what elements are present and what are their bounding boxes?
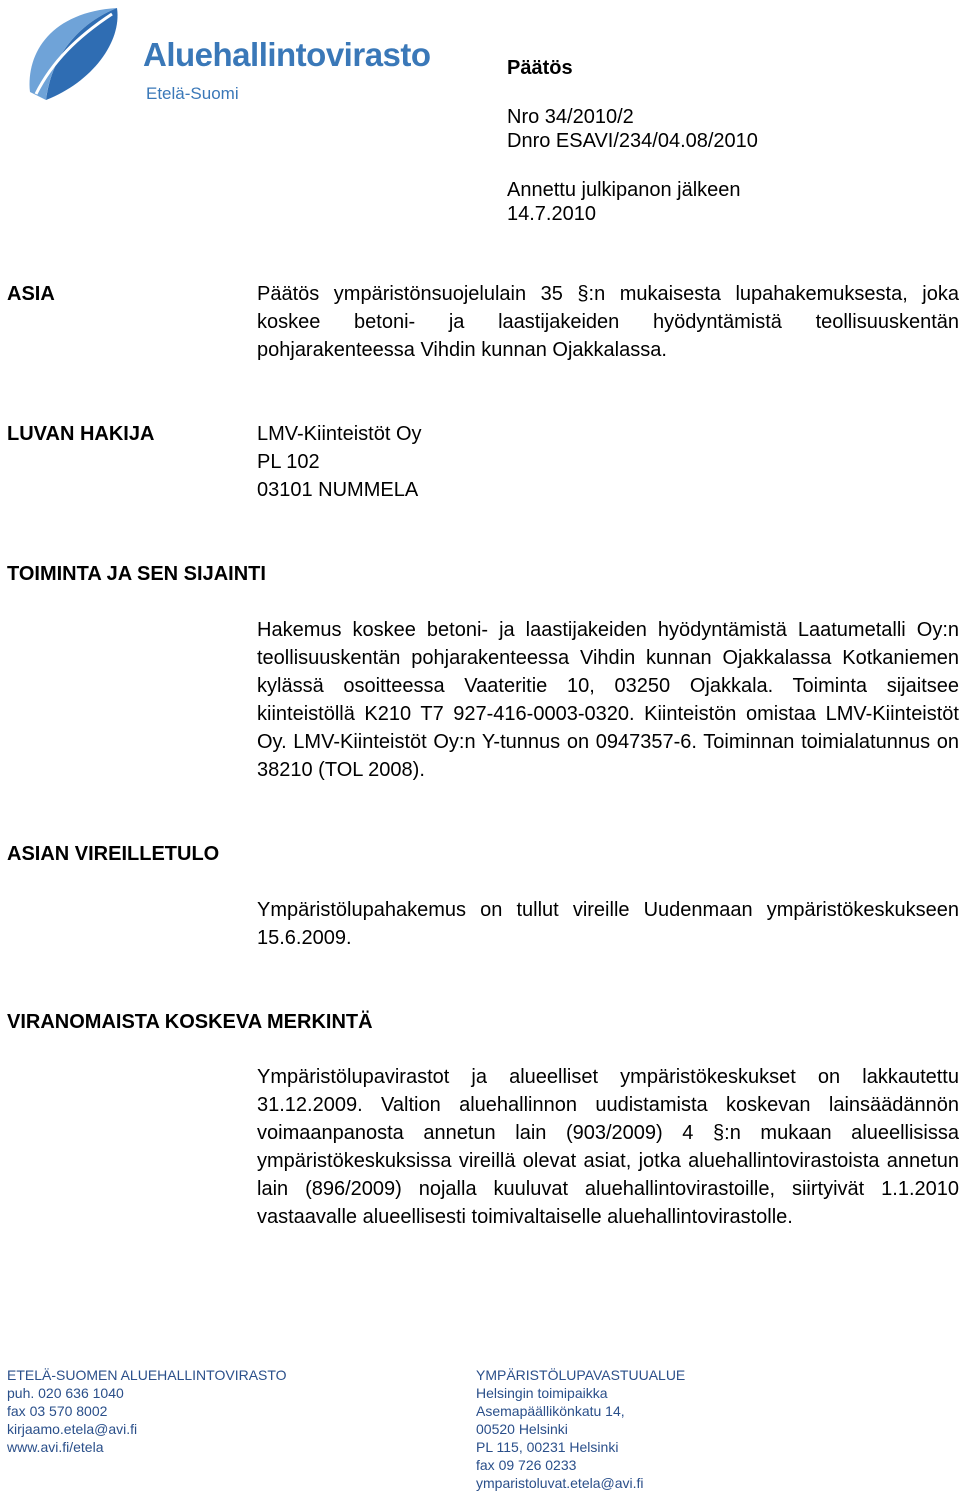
footer-right-fax: fax 09 726 0233 xyxy=(476,1457,577,1473)
diary-number: Dnro ESAVI/234/04.08/2010 xyxy=(507,130,758,152)
section-label-applicant: LUVAN HAKIJA xyxy=(7,423,155,445)
footer-right-postal: 00520 Helsinki xyxy=(476,1421,568,1437)
section-label-activity: TOIMINTA JA SEN SIJAINTI xyxy=(7,563,266,585)
agency-name: Aluehallintovirasto xyxy=(143,36,431,73)
footer-right xyxy=(476,1366,685,1492)
applicant-postal: 03101 NUMMELA xyxy=(257,479,419,501)
section-label-initiation: ASIAN VIREILLETULO xyxy=(7,843,220,865)
agency-logo-icon xyxy=(22,2,132,106)
footer-right-street: Asemapäällikönkatu 14, xyxy=(476,1403,625,1419)
decision-number: Nro 34/2010/2 xyxy=(507,106,634,128)
footer-left-email: kirjaamo.etela@avi.fi xyxy=(7,1421,138,1437)
agency-region: Etelä-Suomi xyxy=(146,84,239,103)
footer-left-fax: fax 03 570 8002 xyxy=(7,1403,108,1419)
footer-left-phone: puh. 020 636 1040 xyxy=(7,1385,124,1401)
section-label-asia: ASIA xyxy=(7,283,55,305)
section-text-initiation: Ympäristölupahakemus on tullut vireille Uudenmaan ympäristökeskukseen 15.6.2009. xyxy=(257,899,959,949)
footer-right-email: ymparistoluvat.etela@avi.fi xyxy=(476,1475,644,1491)
section-text-activity: Hakemus koskee betoni- ja laastijakeiden hyödyntämistä Laatumetalli Oy:n teollisuuskentän pohjarakenteessa Vihdin kunnan Ojakkalassa Kotkaniemen kylässä osoitteessa Vaateritie 10, 03250 Ojakkala. Toiminta sijaitsee kiinteistöllä K210 T7 927-416-0003-0320. Kiinteistön omistaa LMV-Kiinteistöt Oy. LMV-Kiinteistöt Oy:n Y-tunnus on 0947357-6. Toiminnan toimialatunnus on 38210 (TOL 2008). xyxy=(257,619,959,781)
footer-right-title: YMPÄRISTÖLUPAVASTUUALUE xyxy=(476,1367,686,1383)
footer-left-title: ETELÄ-SUOMEN ALUEHALLINTOVIRASTO xyxy=(7,1367,287,1383)
section-text-authority-note: Ympäristölupavirastot ja alueelliset ympäristökeskukset on lakkautettu 31.12.2009. Valtion aluehallinnon uudistamista koskevan lainsäädännön voimaanpanosta annetun lain (903/2009) 4 §:n mukaan alueellisissa ympäristökeskuksissa vireillä olevat asiat, jotka aluehallintovirastoista annetun lain (896/2009) nojalla kuuluvat aluehallintovirastoille, siirtyivät 1.1.2010 vastaavalle alueellisesti toimivaltaiselle aluehallintovirastolle. xyxy=(257,1066,959,1228)
issued-date: 14.7.2010 xyxy=(507,203,596,225)
document-type: Päätös xyxy=(507,57,573,79)
applicant-po-box: PL 102 xyxy=(257,451,320,473)
footer-right-po-box: PL 115, 00231 Helsinki xyxy=(476,1439,619,1455)
section-text-asia: Päätös ympäristönsuojelulain 35 §:n mukaisesta lupahakemuksesta, joka koskee betoni- ja laastijakeiden hyödyntämistä teollisuuskentän pohjarakenteessa Vihdin kunnan Ojakkalassa. xyxy=(257,283,959,361)
footer-left xyxy=(7,1366,287,1456)
footer-left-web: www.avi.fi/etela xyxy=(7,1439,104,1455)
section-label-authority-note: VIRANOMAISTA KOSKEVA MERKINTÄ xyxy=(7,1011,373,1033)
applicant-name: LMV-Kiinteistöt Oy xyxy=(257,423,422,445)
issued-label: Annettu julkipanon jälkeen xyxy=(507,179,741,201)
footer-right-office: Helsingin toimipaikka xyxy=(476,1385,608,1401)
